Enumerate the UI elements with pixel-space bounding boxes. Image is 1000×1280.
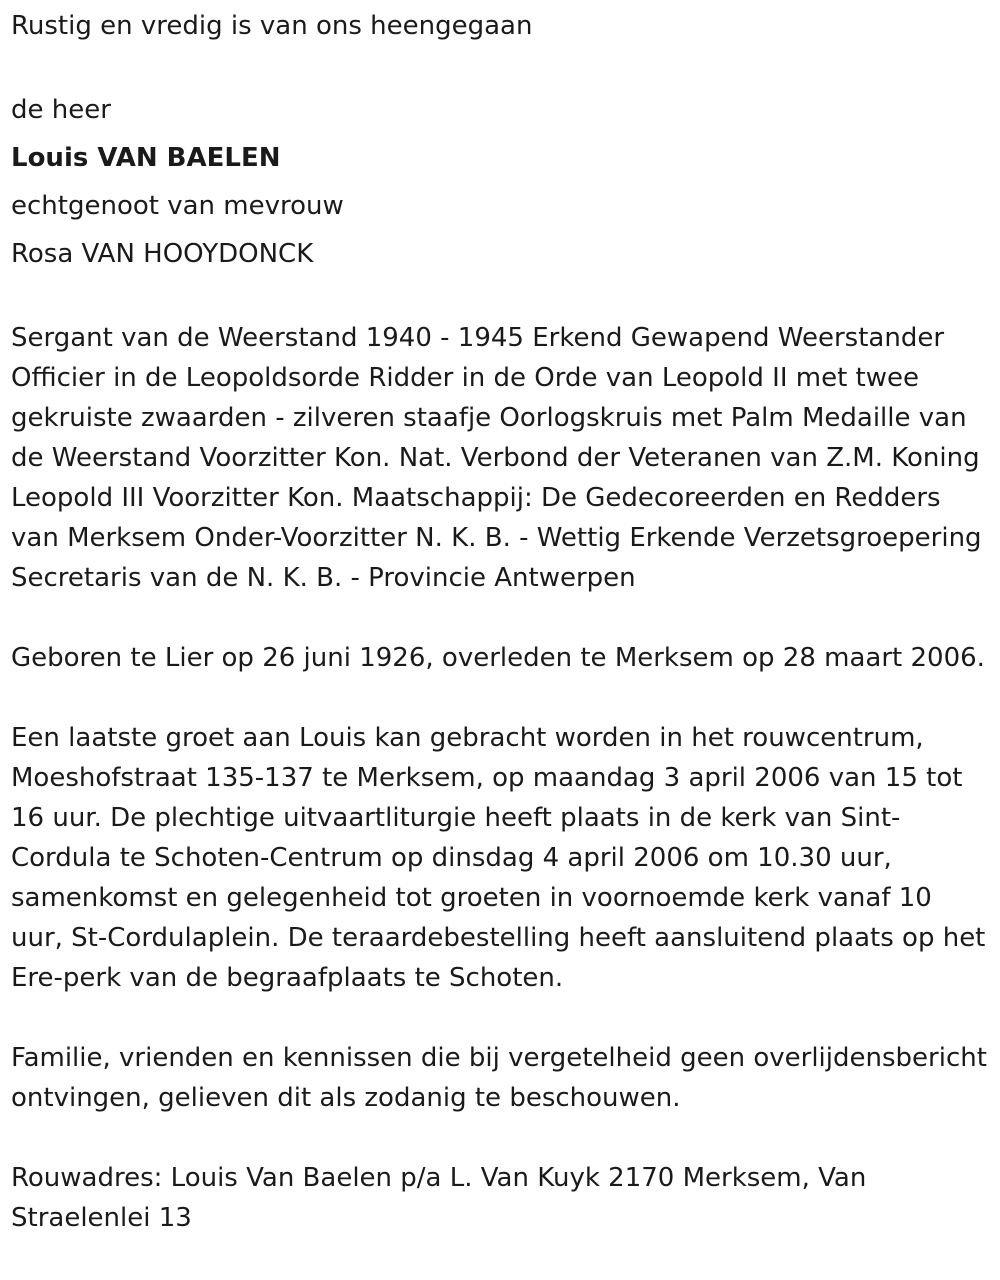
mourning-address: Rouwadres: Louis Van Baelen p/a L. Van Kuyk 2170 Merksem, Van Straelenlei 13 [11,1163,867,1233]
deceased-name: Louis VAN BAELEN [11,143,281,173]
spouse-intro: echtgenoot van mevrouw [11,191,344,221]
family-note-paragraph: Familie, vrienden en kennissen die bij vergetelheid geen overlijdensbericht ontvingen, gelieven dit als zodanig te beschouwen. [11,1043,987,1113]
birth-death-paragraph: Geboren te Lier op 26 juni 1926, overleden te Merksem op 28 maart 2006. [11,643,985,673]
honors-paragraph: Sergant van de Weerstand 1940 - 1945 Erkend Gewapend Weerstander Officier in de Leopoldsorde Ridder in de Orde van Leopold II met twee gekruiste zwaarden - zilveren staafje Oorlogskruis met Palm Medaille van de Weerstand Voorzitter Kon. Nat. Verbond der Veteranen van Z.M. Koning Leopold III Voorzitter Kon. Maatschappij: De Gedecoreerden en Redders van Merksem Onder-Voorzitter N. K. B. - Wettig Erkende Verzetsgroepering Secretaris van de N. K. B. - Provincie Antwerpen [11,323,982,593]
intro-text: Rustig en vredig is van ons heengegaan [11,11,533,41]
funeral-paragraph: Een laatste groet aan Louis kan gebracht worden in het rouwcentrum, Moeshofstraat 135-137 te Merksem, op maandag 3 april 2006 van 15 tot 16 uur. De plechtige uitvaartliturgie heeft plaats in de kerk van Sint-Cordula te Schoten-Centrum op dinsdag 4 april 2006 om 10.30 uur, samenkomst en gelegenheid tot groeten in voornoemde kerk vanaf 10 uur, St-Cordulaplein. De teraardebestelling heeft aansluitend plaats op het Ere-perk van de begraafplaats te Schoten. [11,723,986,993]
spouse-name: Rosa VAN HOOYDONCK [11,239,314,269]
title-prefix: de heer [11,95,111,125]
